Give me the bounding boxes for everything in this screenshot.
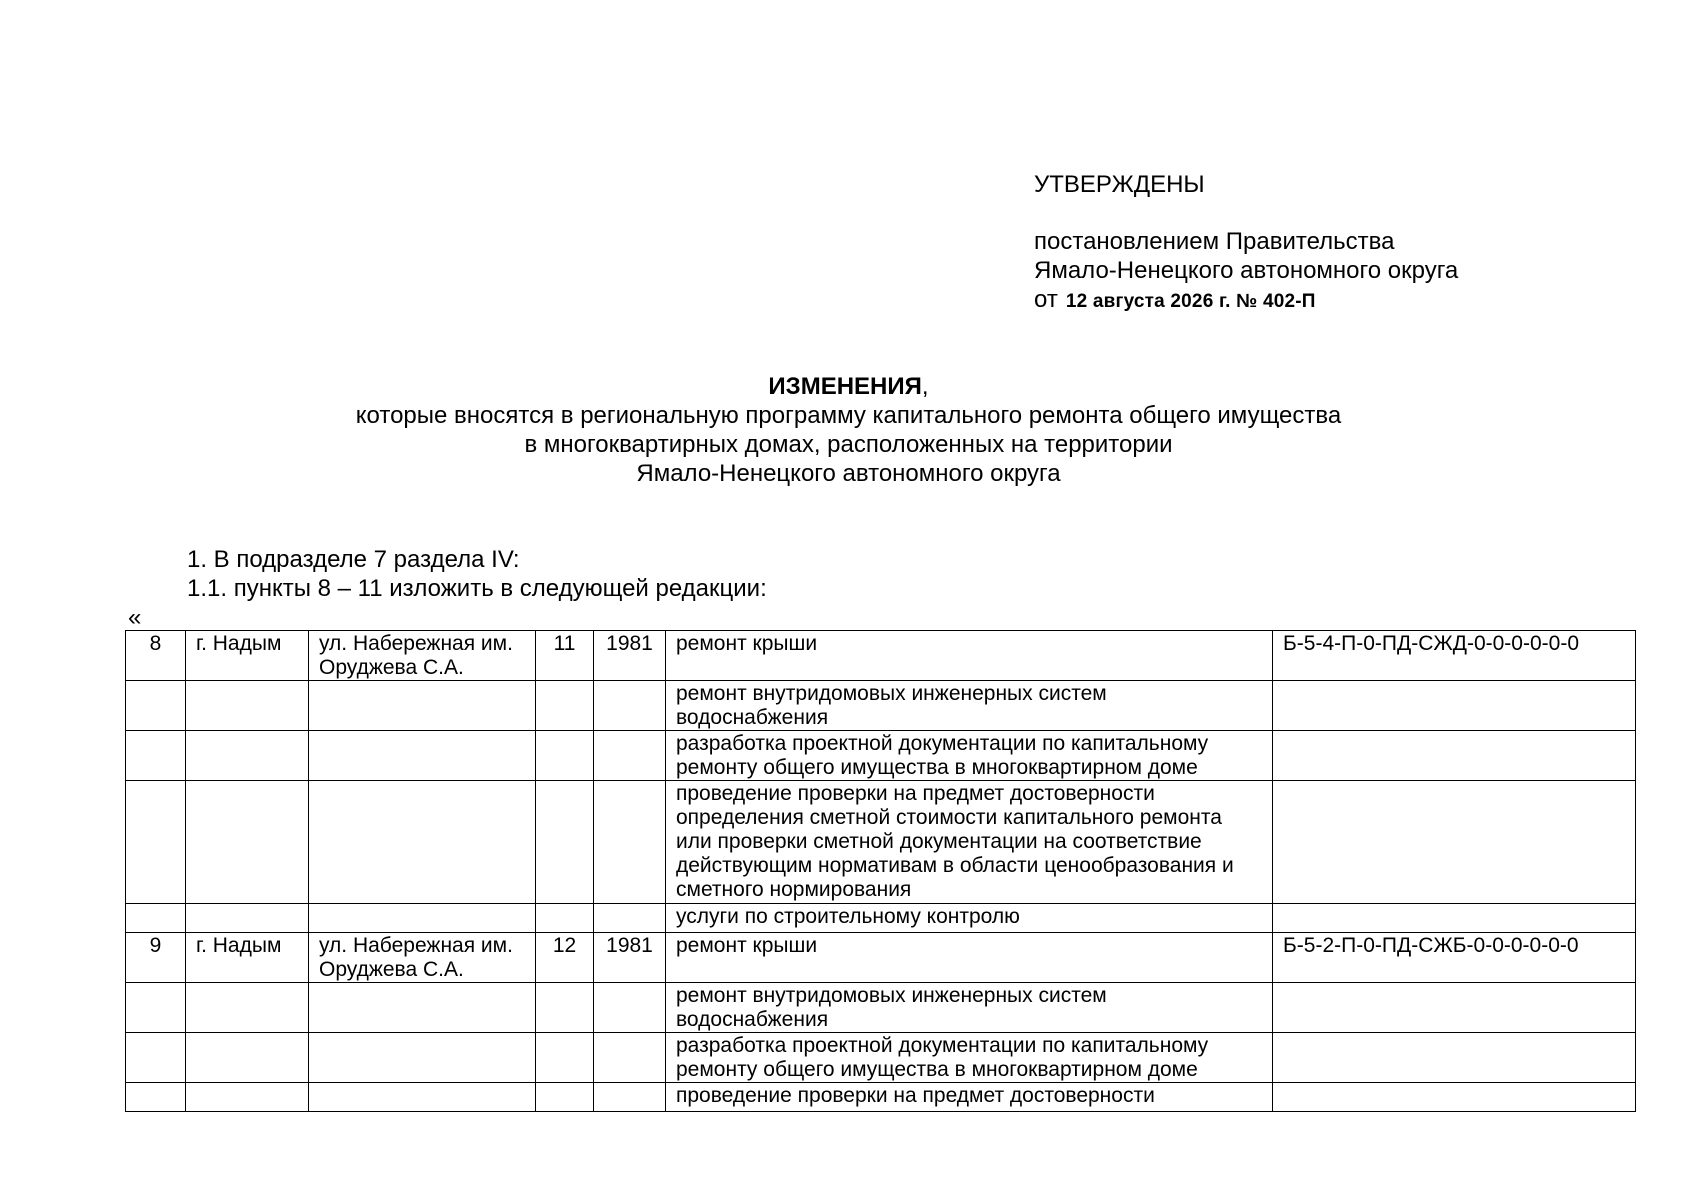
title-line-1: которые вносятся в региональную программу капитального ремонта общего имущества [355,402,1342,429]
house-number-cell: 11 [536,631,594,681]
intro-point-1-1: 1.1. пункты 8 – 11 изложить в следующей редакции: [187,575,767,602]
table-row [126,781,1636,904]
house-number-cell [536,983,594,1033]
approval-line-2: Ямало-Ненецкого автономного округа [1034,257,1459,284]
street-cell [309,781,536,904]
row-number-cell [126,781,186,904]
code-cell [1273,681,1636,731]
table-row [126,1083,1636,1112]
approval-document-reference: 12 августа 2026 г. № 402-П [1065,291,1316,312]
street-cell [309,731,536,781]
year-cell [594,1033,666,1083]
opening-quote: « [128,604,142,631]
street-cell [309,983,536,1033]
code-cell [1273,904,1636,933]
city-cell [186,1083,309,1112]
table-row [126,1033,1636,1083]
city-cell [186,731,309,781]
row-number-cell: 8 [126,631,186,681]
code-cell [1273,1083,1636,1112]
city-cell [186,904,309,933]
year-cell: 1981 [594,631,666,681]
table-row [126,904,1636,933]
row-number-cell: 9 [126,933,186,983]
code-cell [1273,781,1636,904]
row-number-cell [126,983,186,1033]
row-number-cell [126,904,186,933]
work-type-cell: разработка проектной документации по капитальному ремонту общего имущества в многоквартирном доме [666,731,1273,781]
city-cell: г. Надым [186,933,309,983]
code-cell: Б-5-2-П-0-ПД-СЖБ-0-0-0-0-0-0 [1273,933,1636,983]
house-number-cell [536,781,594,904]
row-number-cell [126,681,186,731]
intro-paragraphs [187,545,767,603]
year-cell [594,1083,666,1112]
city-cell [186,1033,309,1083]
house-number-cell [536,904,594,933]
work-type-cell: проведение проверки на предмет достоверности определения сметной стоимости капитального ремонта или проверки сметной документации на соответствие действующим нормативам в области ценообразования и сметного нормирования [666,781,1273,904]
house-number-cell [536,1083,594,1112]
year-cell [594,681,666,731]
city-cell: г. Надым [186,631,309,681]
street-cell [309,904,536,933]
table-row [126,681,1636,731]
row-number-cell [126,1083,186,1112]
work-type-cell: ремонт крыши [666,933,1273,983]
year-cell [594,731,666,781]
work-type-cell: услуги по строительному контролю [666,904,1273,933]
row-number-cell [126,1033,186,1083]
year-cell [594,983,666,1033]
house-number-cell [536,1033,594,1083]
document-title [0,372,1697,488]
table-row [126,731,1636,781]
changes-table [125,630,1636,1112]
table-row [126,631,1636,681]
year-cell [594,781,666,904]
work-type-cell: проведение проверки на предмет достоверности [666,1083,1273,1112]
intro-point-1: 1. В подразделе 7 раздела IV: [187,546,520,573]
street-cell: ул. Набережная им. Оруджева С.А. [309,631,536,681]
street-cell [309,1083,536,1112]
title-line-2: в многоквартирных домах, расположенных на территории [524,431,1173,458]
house-number-cell [536,731,594,781]
approval-date-prefix: от [1034,286,1058,313]
city-cell [186,681,309,731]
street-cell [309,1033,536,1083]
code-cell [1273,983,1636,1033]
approval-block [1034,170,1458,316]
title-line-3: Ямало-Ненецкого автономного округа [636,460,1061,487]
approval-stamp: УТВЕРЖДЕНЫ [1034,171,1205,198]
house-number-cell [536,681,594,731]
row-number-cell [126,731,186,781]
work-type-cell: ремонт крыши [666,631,1273,681]
city-cell [186,983,309,1033]
year-cell: 1981 [594,933,666,983]
title-heading: ИЗМЕНЕНИЯ [768,373,922,400]
house-number-cell: 12 [536,933,594,983]
title-heading-suffix: , [921,373,929,400]
work-type-cell: ремонт внутридомовых инженерных систем водоснабжения [666,983,1273,1033]
code-cell [1273,1033,1636,1083]
work-type-cell: ремонт внутридомовых инженерных систем водоснабжения [666,681,1273,731]
work-type-cell: разработка проектной документации по капитальному ремонту общего имущества в многоквартирном доме [666,1033,1273,1083]
table-row [126,983,1636,1033]
street-cell [309,681,536,731]
approval-line-1: постановлением Правительства [1034,228,1395,255]
city-cell [186,781,309,904]
street-cell: ул. Набережная им. Оруджева С.А. [309,933,536,983]
approval-date-line [1034,285,1458,316]
code-cell: Б-5-4-П-0-ПД-СЖД-0-0-0-0-0-0 [1273,631,1636,681]
year-cell [594,904,666,933]
code-cell [1273,731,1636,781]
title-heading-line [0,372,1697,401]
table-row [126,933,1636,983]
